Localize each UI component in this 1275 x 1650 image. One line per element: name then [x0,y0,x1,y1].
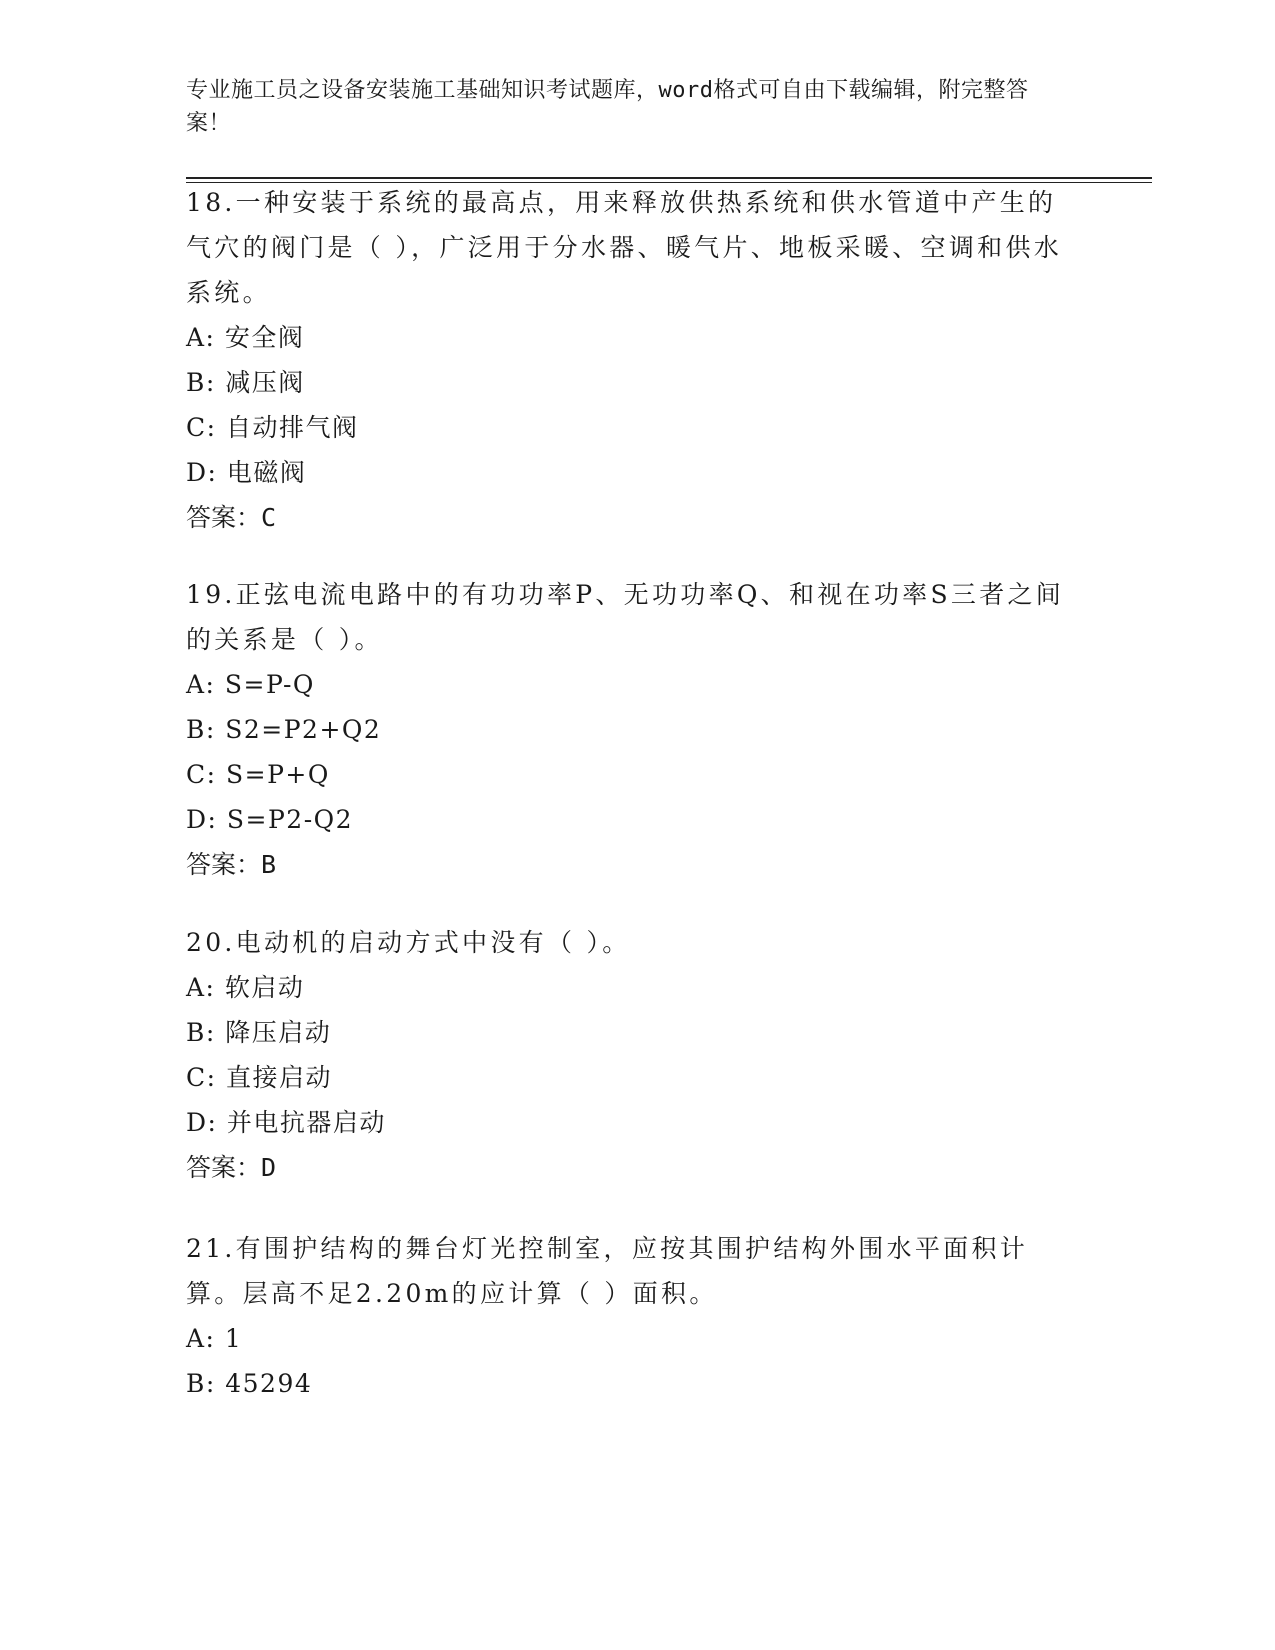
answer-label: 答案： [186,850,262,879]
option-d: D: S=P2-Q2 [186,805,354,834]
answer-value: C [261,503,277,532]
answer-value: B [261,850,277,879]
question-21 [186,1226,1066,1406]
question-text: 18.一种安装于系统的最高点，用来释放供热系统和供水管道中产生的气穴的阀门是（ ），广泛用于分水器、暖气片、地板采暖、空调和供水系统。 [186,188,1063,307]
option-b: B: 45294 [186,1369,313,1398]
option-d: D: 并电抗器启动 [186,1108,386,1137]
answer-value: D [261,1153,277,1182]
question-text: 20.电动机的启动方式中没有（ ）。 [186,928,631,957]
option-c: C: S=P+Q [186,760,330,789]
option-d: D: 电磁阀 [186,458,307,487]
option-b: B: S2=P2+Q2 [186,715,382,744]
answer-line [186,1145,1066,1190]
option-a: A: S=P-Q [186,670,315,699]
answer-line [186,495,1066,540]
question-20 [186,920,1066,1190]
option-a: A: 1 [186,1324,243,1353]
question-19 [186,572,1066,887]
question-text: 19.正弦电流电路中的有功功率P、无功功率Q、和视在功率S三者之间的关系是（ ）。 [186,580,1065,654]
option-b: B: 减压阀 [186,368,305,397]
header-divider-thick [186,177,1152,179]
answer-label: 答案： [186,503,262,532]
option-a: A: 安全阀 [186,323,305,352]
answer-label: 答案： [186,1153,262,1182]
option-b: B: 降压启动 [186,1018,332,1047]
question-18 [186,180,1066,540]
answer-line [186,842,1066,887]
header-title: 专业施工员之设备安装施工基础知识考试题库，word格式可自由下载编辑，附完整答案！ [186,78,1029,136]
option-c: C: 直接启动 [186,1063,332,1092]
document-header [186,74,1066,140]
question-text: 21.有围护结构的舞台灯光控制室，应按其围护结构外围水平面积计算。层高不足2.20m的应计算（ ）面积。 [186,1234,1029,1308]
option-a: A: 软启动 [186,973,305,1002]
option-c: C: 自动排气阀 [186,413,359,442]
